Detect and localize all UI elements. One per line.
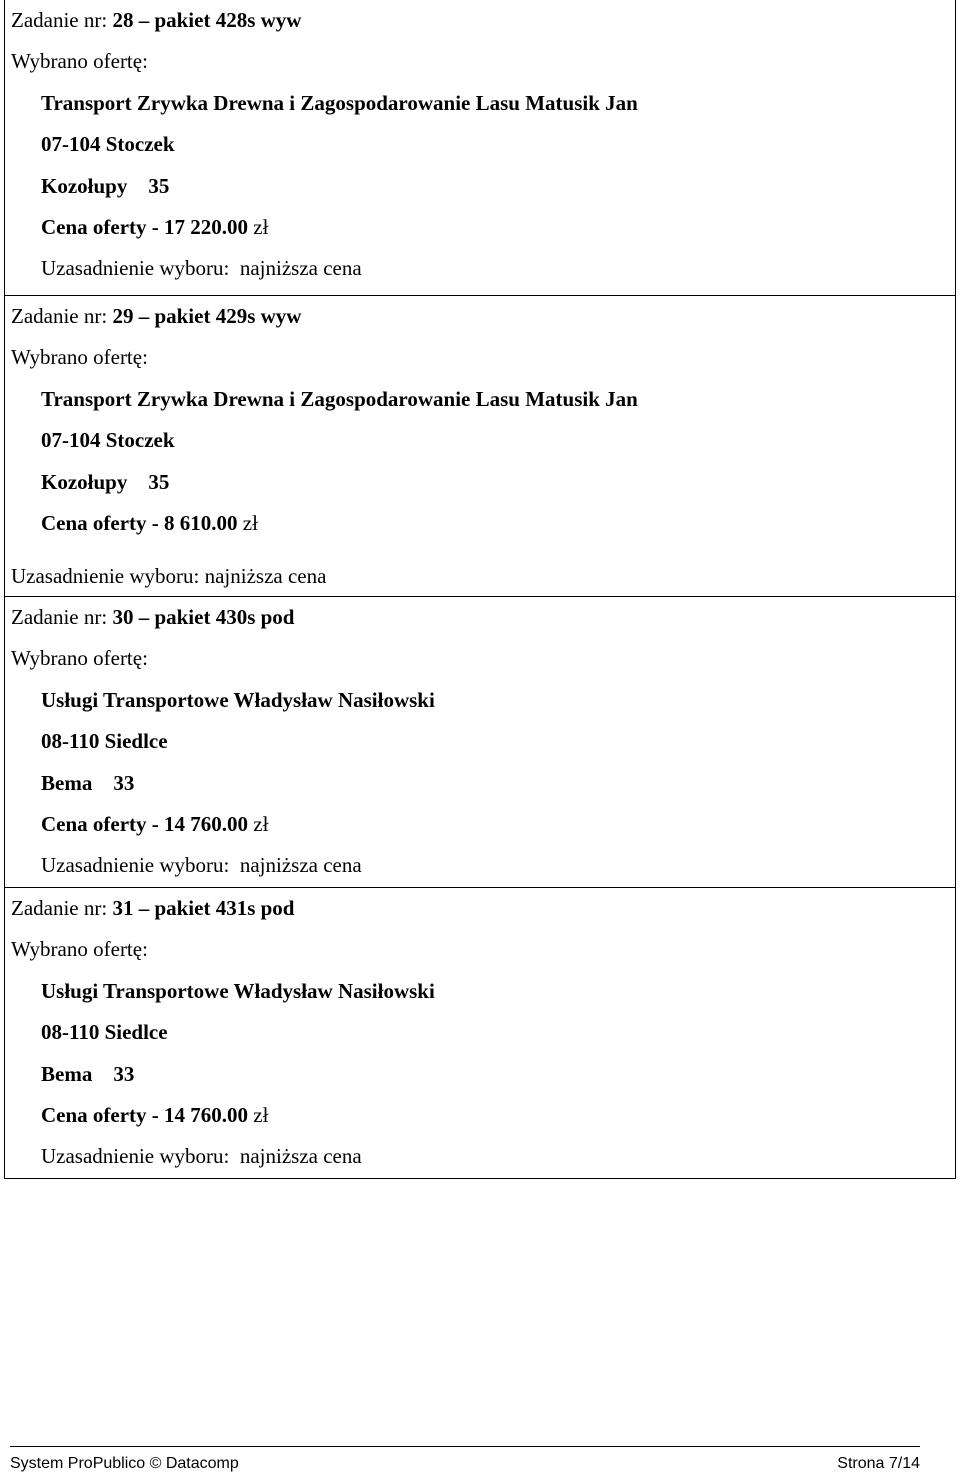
price-currency: zł [248,812,269,837]
price-value: Cena oferty - 8 610.00 [41,511,238,536]
footer-system-name: System ProPublico © Datacomp [10,1455,239,1472]
offer-price [11,1095,955,1136]
street-address: Kozołupy 35 [41,173,170,198]
task-label: Zadanie nr: [11,304,113,328]
justification: Uzasadnienie wyboru: najniższa cena [11,564,327,589]
task-heading [11,296,955,337]
task-title: 29 – pakiet 429s wyw [112,304,302,328]
company-name: Transport Zrywka Drewna i Zagospodarowanie Lasu Matusik Jan [41,386,638,411]
street-address: Bema 33 [41,770,135,795]
justification: Uzasadnienie wyboru: najniższa cena [41,256,362,281]
task-29 [5,295,955,596]
task-title: 28 – pakiet 428s wyw [112,8,302,32]
task-30 [5,596,955,887]
results-table [4,0,956,1179]
task-heading [11,597,955,638]
footer-page-number: Strona 7/14 [837,1455,920,1472]
task-28 [5,0,955,295]
selected-offer-label: Wybrano ofertę: [11,345,148,370]
task-heading [11,888,955,929]
selected-offer-label: Wybrano ofertę: [11,49,148,74]
company-name: Transport Zrywka Drewna i Zagospodarowanie Lasu Matusik Jan [41,90,638,115]
task-heading [11,0,955,41]
offer-price [11,804,955,845]
price-value: Cena oferty - 14 760.00 [41,1103,249,1128]
postal-city: 08-110 Siedlce [41,1020,168,1045]
offer-price [11,503,955,544]
street-address: Bema 33 [41,1061,135,1086]
price-currency: zł [248,215,269,240]
justification: Uzasadnienie wyboru: najniższa cena [41,853,362,878]
postal-city: 07-104 Stoczek [41,428,175,453]
offer-price [11,207,955,248]
page-footer [10,1446,920,1472]
task-title: 30 – pakiet 430s pod [112,605,295,629]
selected-offer-label: Wybrano ofertę: [11,937,148,962]
postal-city: 07-104 Stoczek [41,132,175,157]
price-currency: zł [237,511,258,536]
price-value: Cena oferty - 17 220.00 [41,215,249,240]
task-title: 31 – pakiet 431s pod [112,896,295,920]
postal-city: 08-110 Siedlce [41,729,168,754]
task-31 [5,887,955,1178]
company-name: Usługi Transportowe Władysław Nasiłowski [41,687,435,712]
justification: Uzasadnienie wyboru: najniższa cena [41,1144,362,1169]
selected-offer-label: Wybrano ofertę: [11,646,148,671]
task-label: Zadanie nr: [11,8,113,32]
price-currency: zł [248,1103,269,1128]
street-address: Kozołupy 35 [41,469,170,494]
task-label: Zadanie nr: [11,605,113,629]
task-label: Zadanie nr: [11,896,113,920]
company-name: Usługi Transportowe Władysław Nasiłowski [41,978,435,1003]
price-value: Cena oferty - 14 760.00 [41,812,249,837]
